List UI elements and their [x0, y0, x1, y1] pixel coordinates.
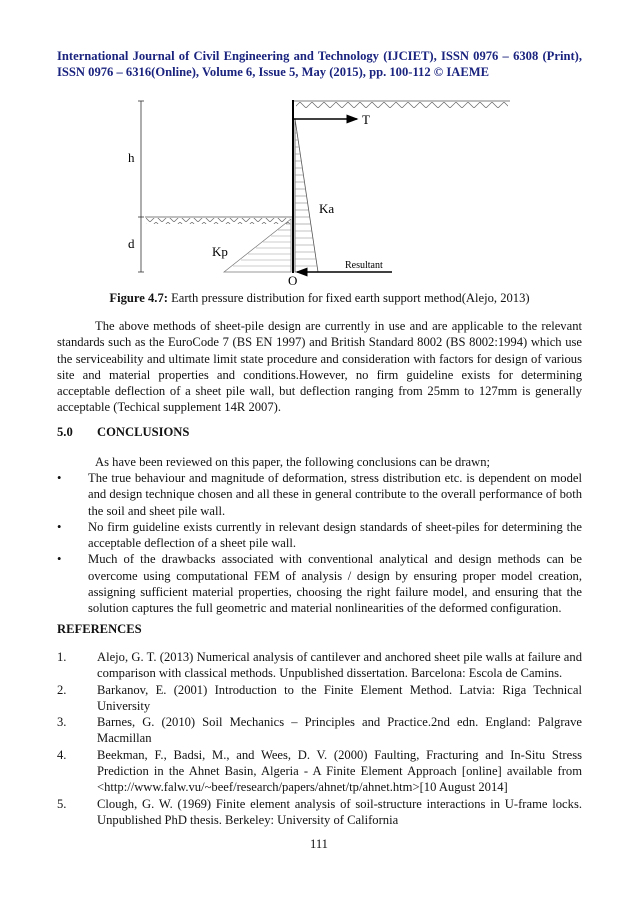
reference-item: [57, 682, 582, 715]
caption-text: Earth pressure distribution for fixed earth support method(Alejo, 2013): [167, 291, 530, 305]
reference-text: Barnes, G. (2010) Soil Mechanics – Principles and Practice.2nd edn. England: Palgrave Macmillan: [97, 715, 582, 746]
reference-text: Clough, G. W. (1969) Finite element analysis of soil-structure interactions in U-frame locks. Unpublished PhD thesis. Berkeley: University of California: [97, 796, 582, 827]
reference-item: [57, 649, 582, 682]
bullet-text: The true behaviour and magnitude of deformation, stress distribution etc. is dependent on model and design technique chosen and all these in general contribute to the overall performance of both the soil and sheet pile wall.: [88, 471, 582, 518]
dredge-line: [145, 217, 293, 224]
reference-number: 1.: [57, 650, 67, 664]
label-ka: Ka: [319, 201, 335, 216]
earth-pressure-figure: [0, 0, 638, 300]
label-resultant: Resultant: [345, 260, 383, 271]
list-item: [57, 551, 582, 616]
bullet-marker: •: [57, 471, 62, 485]
section-number: 5.0: [57, 425, 73, 439]
list-item: [57, 519, 582, 552]
journal-header: International Journal of Civil Engineering and Technology (IJCIET), ISSN 0976 – 6308 (Print), ISSN 0976 – 6316(Online), Volume 6, Issue 5, May (2015), pp. 100-112 © IAEME: [57, 49, 582, 80]
caption-label: Figure 4.7:: [109, 291, 168, 305]
label-t: T: [362, 112, 370, 127]
reference-item: [57, 796, 582, 829]
references-list: [57, 649, 582, 828]
reference-number: 5.: [57, 796, 67, 811]
section-heading: [57, 424, 189, 440]
label-d: d: [128, 236, 135, 251]
label-h: h: [128, 150, 135, 165]
reference-number: 4.: [57, 747, 67, 762]
label-kp: Kp: [212, 244, 228, 259]
list-item: [57, 470, 582, 519]
bullet-marker: •: [57, 552, 62, 567]
reference-number: 2.: [57, 682, 67, 697]
conclusions-intro: As have been reviewed on this paper, the following conclusions can be drawn;: [95, 455, 491, 469]
figure-caption: [57, 290, 582, 306]
active-pressure-ka: [295, 119, 318, 272]
dimension-lines: [138, 101, 144, 272]
label-o: O: [288, 273, 298, 288]
reference-item: [57, 714, 582, 747]
references-heading: REFERENCES: [57, 622, 142, 636]
reference-item: [57, 747, 582, 796]
reference-number: 3.: [57, 715, 67, 730]
bullet-marker: •: [57, 519, 62, 534]
conclusions-list: [57, 470, 582, 617]
reference-text: Barkanov, E. (2001) Introduction to the Finite Element Method. Latvia: Riga Technical University: [97, 682, 582, 713]
body-paragraph: The above methods of sheet-pile design are currently in use and are applicable to the relevant standards such as the EuroCode 7 (BS EN 1997) and British Standard 8002 (BS 8002:1994) which use the serviceability and ultimate limit state procedure and consideration with factors for design of various site and material properties and conditions.However, no firm guideline exists for determining acceptable deflection of a sheet pile wall, but deflection ranging from 25mm to 127mm is generally acceptable (Techical supplement 14R 2007).: [57, 319, 582, 415]
page-number: 111: [310, 837, 328, 851]
bullet-text: No firm guideline exists currently in relevant design standards of sheet-piles for determining the acceptable deflection of a sheet pile wall.: [88, 519, 582, 551]
passive-pressure-kp: [224, 219, 291, 272]
reference-text: Beekman, F., Badsi, M., and Wees, D. V. (2000) Faulting, Fracturing and In-Situ Stress Prediction in the Ahnet Basin, Algeria - A Finite Element Approach [online] available from <http://www.falw.vu/~beef/research/papers/ahnet/tp/ahnet.htm>[10 August 2014]: [97, 747, 582, 795]
ground-surface-top: [293, 101, 510, 108]
section-title: CONCLUSIONS: [97, 425, 190, 439]
bullet-text: Much of the drawbacks associated with conventional analytical and design methods can be overcome using computational FEM of analysis / design by ensuring proper model creation, assigning sufficient material properties, choosing the right failure model, and ensuring that the solution captures the full geometric and material nonlinearities of the deformed configuration.: [88, 552, 582, 616]
reference-text: Alejo, G. T. (2013) Numerical analysis of cantilever and anchored sheet pile walls at failure and comparison with classical methods. Unpublished dissertation. Barcelona: Escola de Camins.: [97, 650, 582, 681]
